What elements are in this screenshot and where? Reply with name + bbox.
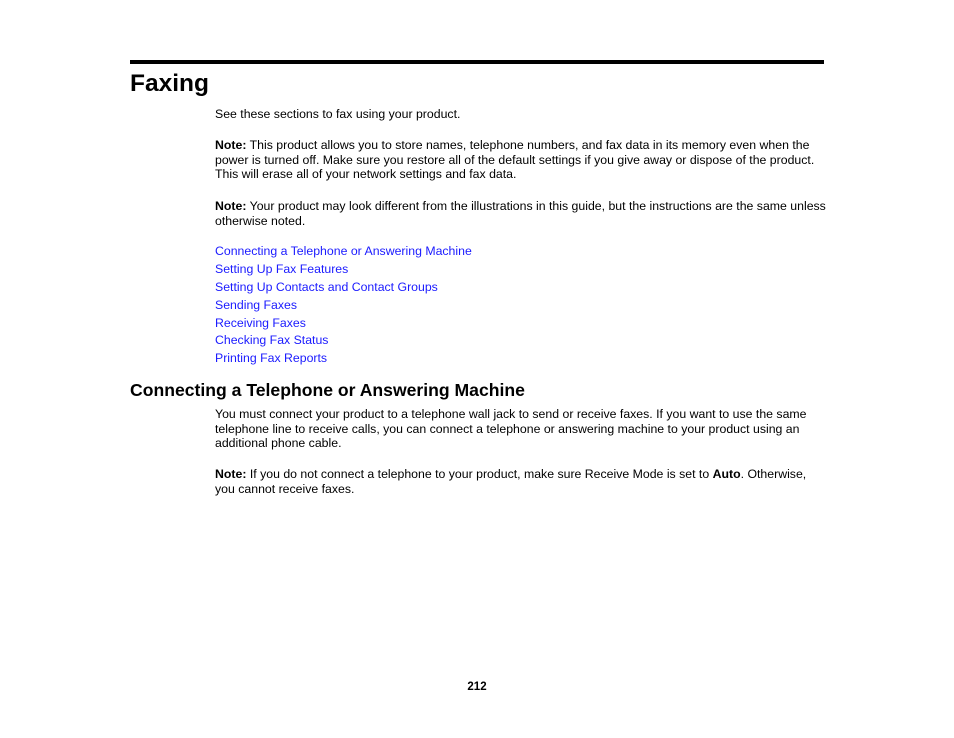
link-checking-fax-status[interactable]: Checking Fax Status (215, 333, 329, 348)
receive-mode-value: Auto (712, 467, 741, 481)
list-item (215, 279, 472, 297)
link-receiving-faxes[interactable]: Receiving Faxes (215, 315, 306, 330)
link-printing-fax-reports[interactable]: Printing Fax Reports (215, 351, 328, 366)
intro-text: See these sections to fax using your product. (215, 107, 461, 121)
note-receive-mode (215, 467, 827, 496)
note-text: This product allows you to store names, telephone numbers, and fax data in its memory even when the power is turned off. Make sure you restore all of the default settings if you give away or dispose of the product. This will erase all of your network settings and fax data. (215, 138, 815, 181)
list-item (215, 261, 472, 279)
link-connecting-telephone[interactable]: Connecting a Telephone or Answering Machine (215, 244, 472, 258)
page-title: Faxing (130, 70, 209, 97)
link-setting-up-contacts[interactable]: Setting Up Contacts and Contact Groups (215, 279, 438, 294)
note-memory (215, 138, 827, 182)
note-label: Note: (215, 467, 247, 481)
list-item (215, 297, 472, 315)
link-sending-faxes[interactable]: Sending Faxes (215, 297, 298, 312)
list-item (215, 332, 472, 350)
note-illustrations (215, 199, 827, 228)
list-item (215, 350, 472, 368)
link-setting-up-fax-features[interactable]: Setting Up Fax Features (215, 261, 349, 276)
section-title: Connecting a Telephone or Answering Machine (130, 380, 525, 400)
list-item (215, 315, 472, 333)
list-item (215, 243, 472, 261)
note-text-end: . Otherwise, you cannot receive faxes. (215, 467, 807, 496)
note-label: Note: (215, 138, 247, 152)
note-text: If you do not connect a telephone to your product, make sure Receive Mode is set to (246, 467, 713, 481)
section-body-text: You must connect your product to a telephone wall jack to send or receive faxes. If you want to use the same telephone line to receive calls, you can connect a telephone or answering machine to your product using an additional phone cable. (215, 407, 807, 450)
note-label: Note: (215, 199, 247, 213)
note-text: Your product may look different from the illustrations in this guide, but the instructions are the same unless otherwise noted. (215, 199, 826, 228)
title-rule (130, 60, 824, 64)
page-number: 212 (467, 681, 487, 693)
section-links (215, 243, 472, 368)
